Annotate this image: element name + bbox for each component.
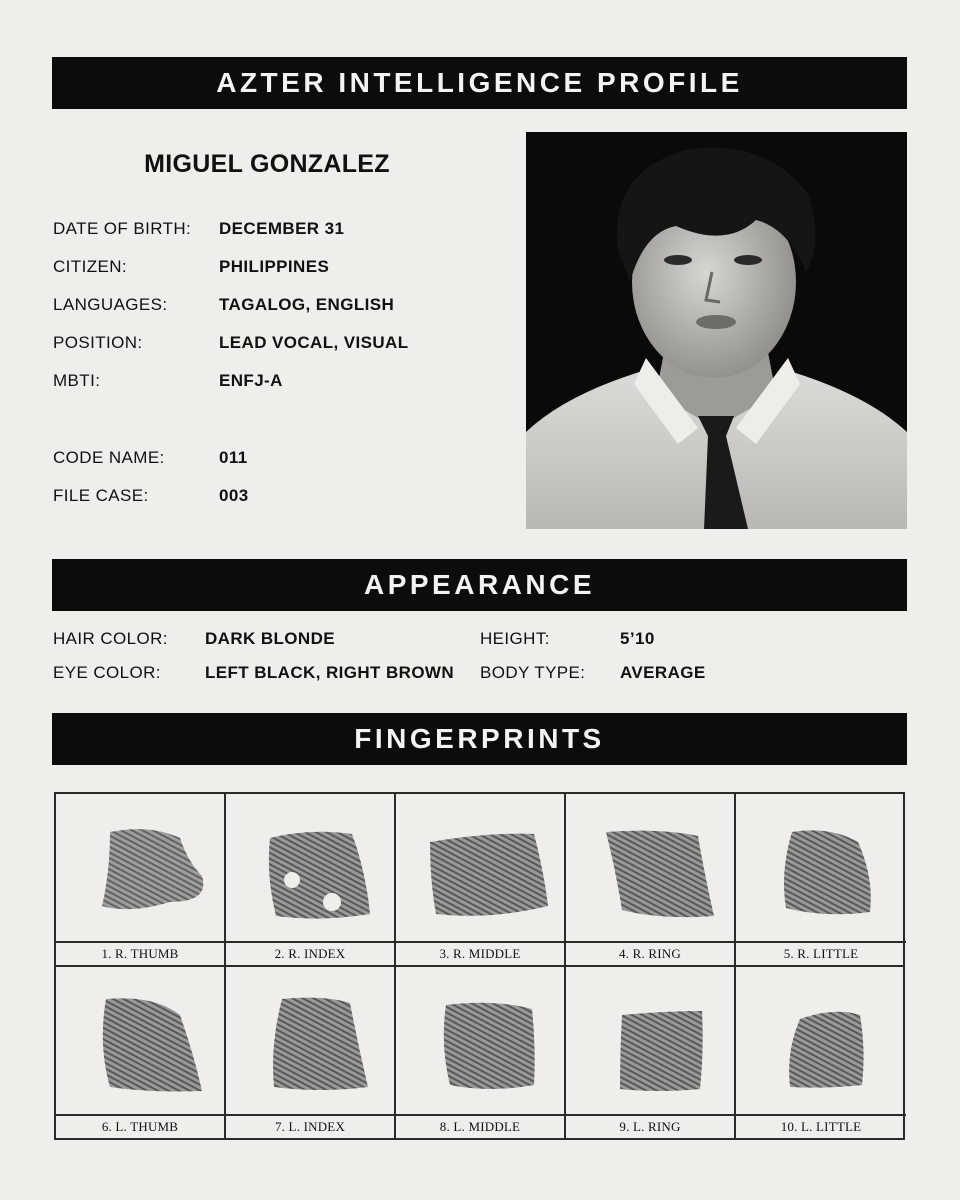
fingerprint-slot xyxy=(396,967,566,1138)
hair-color-value: DARK BLONDE xyxy=(205,629,336,648)
finger-label: 5. R. LITTLE xyxy=(736,941,906,965)
profile-title: AZTER INTELLIGENCE PROFILE xyxy=(216,67,743,98)
field-value: TAGALOG, ENGLISH xyxy=(219,295,395,314)
hair-color-label: HAIR COLOR: xyxy=(53,629,168,648)
eye-color-label: EYE COLOR: xyxy=(53,663,161,682)
field-value: DECEMBER 31 xyxy=(219,219,345,238)
finger-label: 10. L. LITTLE xyxy=(736,1114,906,1138)
height-value: 5’10 xyxy=(620,629,655,648)
field-label: CITIZEN: xyxy=(53,257,128,276)
finger-label: 7. L. INDEX xyxy=(226,1114,394,1138)
finger-label: 4. R. RING xyxy=(566,941,734,965)
fingerprint-slot xyxy=(566,967,736,1138)
field-value: LEAD VOCAL, VISUAL xyxy=(219,333,409,352)
fingerprint-slot xyxy=(736,794,906,965)
field-label: POSITION: xyxy=(53,333,143,352)
fingerprints-title: FINGERPRINTS xyxy=(354,723,605,754)
fingerprint-slot xyxy=(226,794,396,965)
field-value: 003 xyxy=(219,486,249,505)
finger-label: 2. R. INDEX xyxy=(226,941,394,965)
fingerprint-image xyxy=(240,975,382,1113)
body-type-label: BODY TYPE: xyxy=(480,663,586,682)
fingerprint-image xyxy=(70,975,212,1113)
fingerprint-image xyxy=(410,975,552,1113)
fingerprint-image xyxy=(580,975,722,1113)
fingerprint-image xyxy=(750,802,892,940)
fingerprint-image xyxy=(580,802,722,940)
finger-label: 9. L. RING xyxy=(566,1114,734,1138)
fingerprint-slot xyxy=(56,794,226,965)
fingerprint-slot xyxy=(566,794,736,965)
field-value: PHILIPPINES xyxy=(219,257,330,276)
profile-title-banner xyxy=(52,57,907,109)
fingerprint-image xyxy=(750,975,892,1113)
fingerprint-slot xyxy=(226,967,396,1138)
fingerprint-slot xyxy=(736,967,906,1138)
field-label: LANGUAGES: xyxy=(53,295,168,314)
finger-label: 1. R. THUMB xyxy=(56,941,224,965)
fingerprint-slot xyxy=(396,794,566,965)
finger-label: 3. R. MIDDLE xyxy=(396,941,564,965)
field-value: 011 xyxy=(219,448,248,467)
field-label: FILE CASE: xyxy=(53,486,149,505)
appearance-title: APPEARANCE xyxy=(363,569,596,600)
portrait-photo xyxy=(526,132,907,529)
subject-name: MIGUEL GONZALEZ xyxy=(144,150,390,178)
finger-label: 8. L. MIDDLE xyxy=(396,1114,564,1138)
body-type-value: AVERAGE xyxy=(620,663,706,682)
fingerprint-slot xyxy=(56,967,226,1138)
field-label: MBTI: xyxy=(53,371,101,390)
eye-color-value: LEFT BLACK, RIGHT BROWN xyxy=(205,663,455,682)
fingerprints-banner xyxy=(52,713,907,765)
field-label: CODE NAME: xyxy=(53,448,165,467)
appearance-banner xyxy=(52,559,907,611)
field-label: DATE OF BIRTH: xyxy=(53,219,192,238)
fingerprint-image xyxy=(410,802,552,940)
fingerprint-card xyxy=(54,792,905,1140)
field-value: ENFJ-A xyxy=(219,371,283,390)
height-label: HEIGHT: xyxy=(480,629,550,648)
fingerprint-image xyxy=(240,802,382,940)
fingerprint-image xyxy=(70,802,212,940)
finger-label: 6. L. THUMB xyxy=(56,1114,224,1138)
